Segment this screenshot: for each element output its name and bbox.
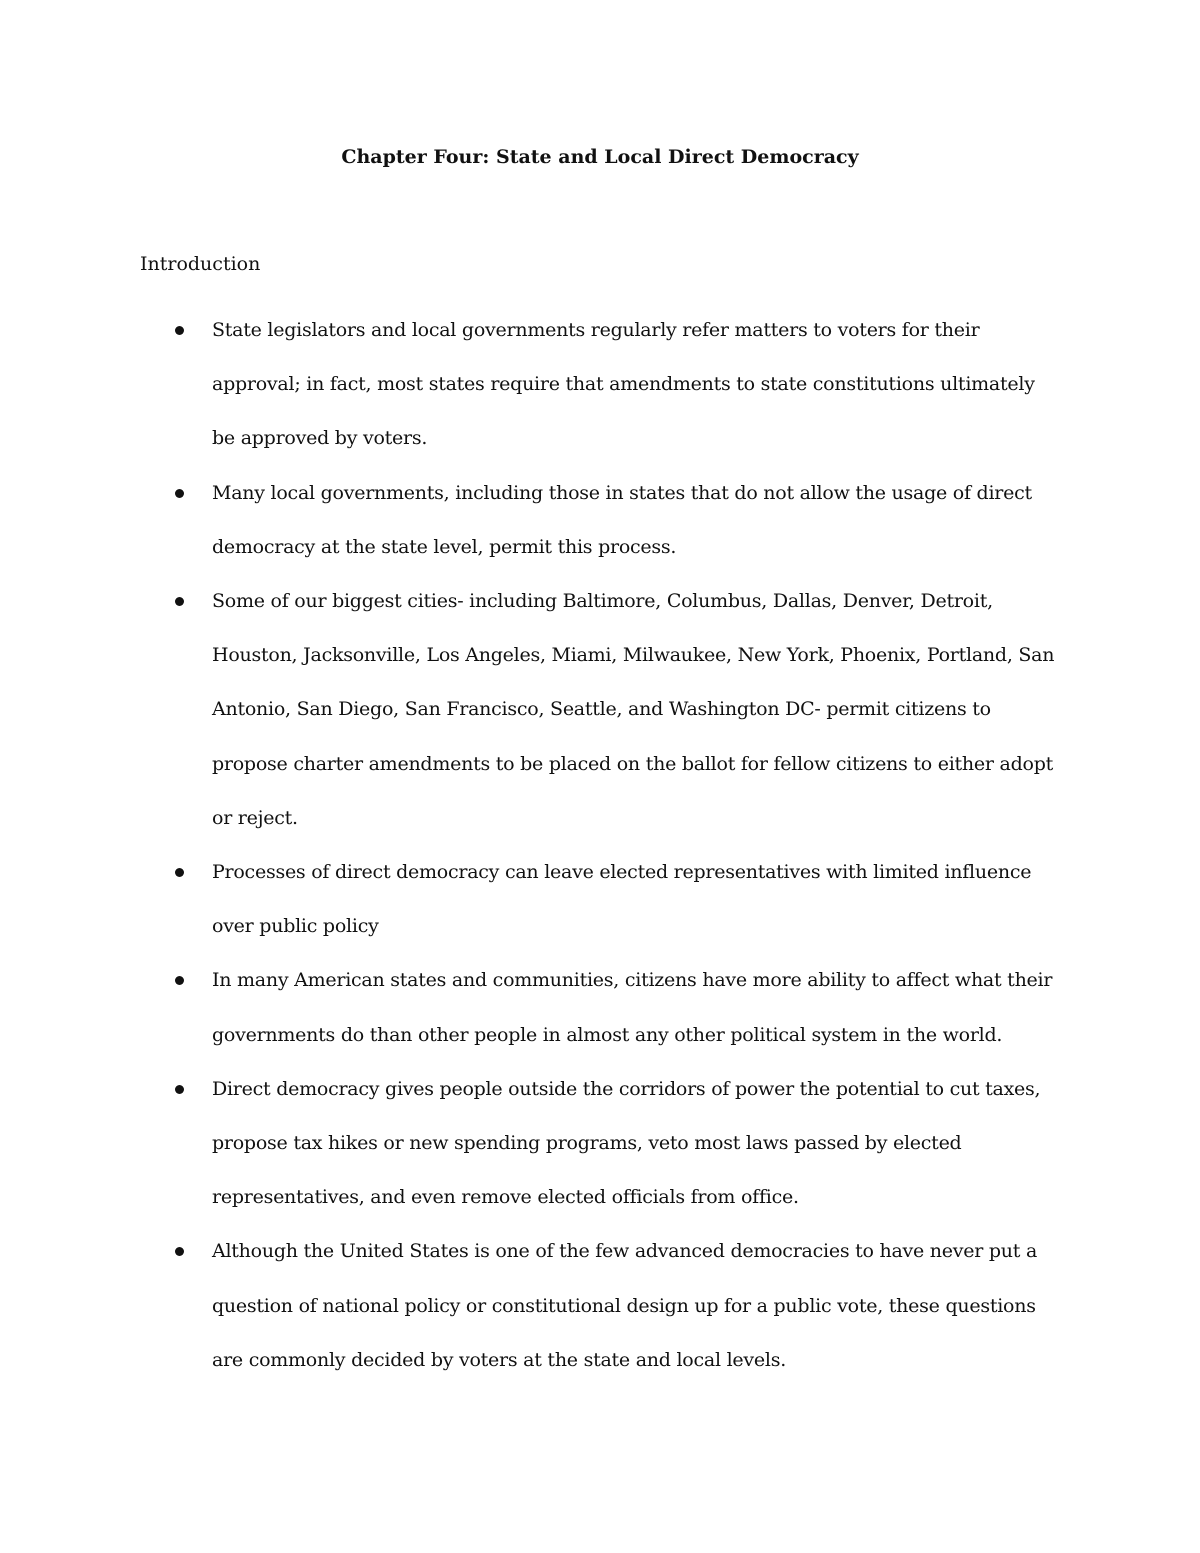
chapter-title: Chapter Four: State and Local Direct Democracy — [341, 146, 859, 168]
list-item — [140, 466, 1060, 574]
bullet-icon — [175, 326, 184, 335]
bullet-icon — [175, 1247, 184, 1256]
bullet-text: Many local governments, including those in states that do not allow the usage of direct democracy at the state level, permit this process. — [212, 481, 1032, 558]
bullet-icon — [175, 976, 184, 985]
list-item — [140, 1062, 1060, 1225]
list-item — [140, 845, 1060, 953]
bullet-text: Processes of direct democracy can leave elected representatives with limited influence over public policy — [212, 861, 1032, 938]
list-item — [140, 303, 1060, 466]
bullet-text: Direct democracy gives people outside the corridors of power the potential to cut taxes, propose tax hikes or new spending programs, veto most laws passed by elected representatives, and even remove elected officials from office. — [212, 1077, 1041, 1209]
bullet-text: Some of our biggest cities- including Baltimore, Columbus, Dallas, Denver, Detroit, Houston, Jacksonville, Los Angeles, Miami, Milwaukee, New York, Phoenix, Portland, San Antonio, San Diego, San Francisco, Seattle, and Washington DC- permit citizens to propose charter amendments to be placed on the ballot for fellow citizens to either adopt or reject. — [212, 590, 1055, 829]
bullet-text: Although the United States is one of the few advanced democracies to have never put a question of national policy or constitutional design up for a public vote, these questions are commonly decided by voters at the state and local levels. — [212, 1240, 1038, 1371]
list-item — [140, 1224, 1060, 1387]
bullet-icon — [175, 489, 184, 498]
bullet-list — [140, 303, 1060, 1387]
bullet-text: State legislators and local governments regularly refer matters to voters for their approval; in fact, most states require that amendments to state constitutions ultimately be approved by voters. — [212, 319, 1035, 450]
bullet-text: In many American states and communities, citizens have more ability to affect what their governments do than other people in almost any other political system in the world. — [212, 969, 1053, 1046]
bullet-icon — [175, 597, 184, 606]
bullet-icon — [175, 1085, 184, 1094]
list-item — [140, 953, 1060, 1061]
section-heading-introduction: Introduction — [140, 253, 261, 275]
list-item — [140, 574, 1060, 845]
bullet-icon — [175, 868, 184, 877]
